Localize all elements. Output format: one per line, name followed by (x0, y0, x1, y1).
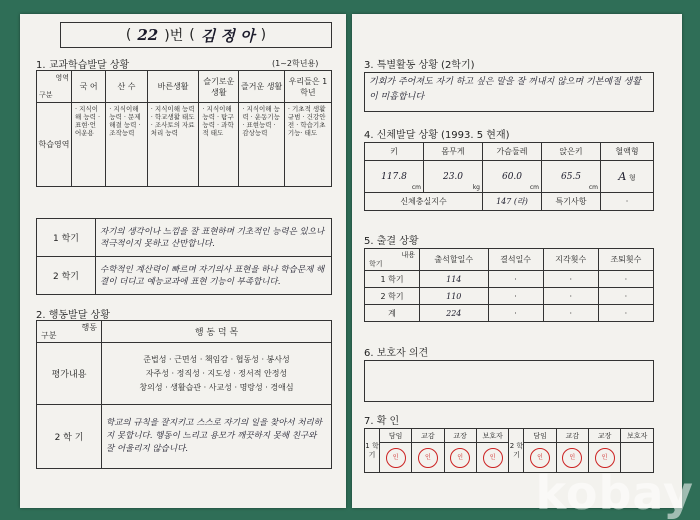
learning-area-label: 학습영역 (37, 103, 72, 187)
attendance-absent: · (488, 288, 543, 305)
attendance-header: 결석일수 (488, 249, 543, 271)
area-cell: · 기초적 생활규범 · 건강안전 · 학습기초 기능· 태도 (284, 103, 331, 187)
evaluation-label: 평가내용 (37, 343, 102, 405)
attendance-early: · (598, 271, 653, 288)
student-name: 김 정 아 (200, 26, 255, 45)
section4-title: 4. 신체발달 상황 (1993. 5 현재) (364, 130, 510, 141)
name-open: ( (189, 27, 195, 43)
table-row (365, 271, 654, 288)
attendance-days: 110 (420, 288, 489, 305)
right-page (352, 14, 682, 508)
area-cell: · 지식이해 능력 · 운동기능 · 표현능력 · 감상능력 (239, 103, 285, 187)
seal-stamp: 인 (530, 448, 550, 468)
corner-bottom: 구분 (39, 91, 53, 99)
confirm-col: 보호자 (621, 429, 654, 443)
subject-header: 즐거운 생활 (239, 71, 285, 103)
student-title (60, 22, 332, 48)
area-cell: · 지식이해 능력 · 학교생활 태도 · 조사토의 자료처리 능력 (147, 103, 199, 187)
body-weight-value: 23.0 (442, 171, 464, 182)
body-header: 키 (365, 143, 424, 161)
attendance-term: 2 학기 (365, 288, 420, 305)
confirm-col: 교장 (588, 429, 620, 443)
seal-stamp: 인 (595, 448, 615, 468)
attendance-early: · (598, 288, 653, 305)
section3-title: 3. 특별활동 상황 (2학기) (364, 60, 475, 71)
table-row (365, 305, 654, 322)
attendance-late: · (543, 288, 598, 305)
area-cell: · 지식이해 능력 · 문제해결 능력 · 조작능력 (106, 103, 147, 187)
seal-stamp: 인 (386, 448, 406, 468)
attendance-absent: · (488, 305, 543, 322)
stamp-cell (412, 443, 444, 473)
behavior-term2-label: 2 학 기 (37, 405, 102, 469)
body-header: 가슴둘레 (483, 143, 542, 161)
behavior-header: 행 동 덕 목 (102, 321, 332, 343)
guardian-opinion-box (364, 360, 654, 402)
title-paren: ( (125, 27, 132, 43)
table-row (365, 288, 654, 305)
attendance-term: 1 학기 (365, 271, 420, 288)
body-table (364, 142, 654, 211)
attendance-term: 계 (365, 305, 420, 322)
term1-comment: 자기의 생각이나 느낌을 잘 표현하며 기초적인 능력은 있으나 적극적이지 못하고 산만합니다. (96, 219, 332, 257)
body-index-label: 신체충실지수 (365, 193, 483, 211)
behavior-corner (37, 321, 102, 343)
seal-stamp: 인 (562, 448, 582, 468)
section2-title: 2. 행동발달 상황 (36, 310, 110, 321)
body-sitting-value: 65.5 (560, 171, 582, 182)
body-header: 혈액형 (601, 143, 654, 161)
attendance-early: · (598, 305, 653, 322)
body-index-value: 147 (라) (483, 193, 542, 211)
behavior-corner-top: 행동 (81, 323, 97, 332)
special-value: · (601, 193, 654, 211)
confirm-col: 교장 (444, 429, 476, 443)
subject-table (36, 70, 332, 187)
body-chest-value: 60.0 (501, 171, 523, 182)
behavior-item: 자주성 · 정직성 · 지도성 · 정서적 안정성 (145, 368, 288, 378)
body-chest-unit: cm (529, 184, 539, 191)
subject-header: 산 수 (106, 71, 147, 103)
attendance-header: 조퇴횟수 (598, 249, 653, 271)
attendance-late: · (543, 271, 598, 288)
section7-title: 7. 확 인 (364, 416, 400, 427)
stamp-cell (476, 443, 509, 473)
body-height-value: 117.8 (381, 171, 407, 182)
behavior-term2-comment: 학교의 규칙을 잘지키고 스스로 자기의 일을 찾아서 처리하지 못합니다. 행동이 느리고 용모가 깨끗하지 못해 친구와 잘 어울리지 않습니다. (102, 405, 332, 469)
confirm-col: 담임 (524, 429, 556, 443)
subject-header: 국 어 (72, 71, 106, 103)
attendance-absent: · (488, 271, 543, 288)
attendance-header: 출석할일수 (420, 249, 489, 271)
confirm-col: 담임 (380, 429, 412, 443)
term2-label: 2 학기 (37, 257, 96, 295)
stamp-cell (444, 443, 476, 473)
behavior-corner-bottom: 구분 (41, 331, 57, 340)
attendance-corner-bottom: 학기 (369, 260, 383, 268)
behavior-table (36, 320, 332, 469)
subject-header: 슬기로운 생활 (199, 71, 239, 103)
confirm-term1-label: 1 학 기 (365, 429, 380, 473)
title-suffix: )번 (164, 28, 184, 44)
body-weight-unit: kg (472, 184, 480, 191)
term-comment-table (36, 218, 332, 295)
confirm-col: 보호자 (476, 429, 509, 443)
section1-title: 1. 교과학습발달 상황 (36, 60, 130, 71)
subject-header: 우리들은 1학년 (284, 71, 331, 103)
behavior-items (102, 343, 332, 405)
term2-comment: 수학적인 계산력이 빠르며 자기의사 표현을 하나 학습문제 해결이 더디고 예능교과에 표현 기능이 부족합니다. (96, 257, 332, 295)
student-number: 22 (137, 26, 159, 44)
left-page (20, 14, 346, 508)
behavior-item: 창의성 · 생활습관 · 사교성 · 명랑성 · 경애심 (139, 382, 294, 392)
special-activity-comment: 기회가 주어져도 자기 하고 싶은 말을 잘 꺼내지 않으며 기본예절 생활이 미흡합니다 (364, 72, 654, 112)
body-header: 몸무게 (424, 143, 483, 161)
confirm-col: 교감 (556, 429, 588, 443)
behavior-item: 준법성 · 근면성 · 책임감 · 협동성 · 봉사성 (143, 354, 290, 364)
body-blood-value: A (618, 170, 627, 183)
section1-note: (1~2학년용) (272, 59, 319, 68)
seal-stamp: 인 (450, 448, 470, 468)
attendance-corner-top: 내용 (401, 251, 415, 259)
body-height-unit: cm (411, 184, 421, 191)
name-close: ) (260, 27, 267, 43)
body-blood-unit: 형 (628, 174, 636, 182)
watermark-logo: kobay (535, 466, 694, 520)
seal-stamp: 인 (418, 448, 438, 468)
confirm-term2-label: 2 학 기 (509, 429, 524, 473)
confirm-col: 교감 (412, 429, 444, 443)
attendance-corner (365, 249, 420, 271)
body-weight-cell (424, 161, 483, 193)
body-chest-cell (483, 161, 542, 193)
body-sitting-cell (542, 161, 601, 193)
attendance-days: 114 (420, 271, 489, 288)
special-label: 특기사항 (542, 193, 601, 211)
seal-stamp: 인 (483, 448, 503, 468)
body-sitting-unit: cm (588, 184, 598, 191)
attendance-table (364, 248, 654, 322)
attendance-days: 224 (420, 305, 489, 322)
subject-corner (37, 71, 72, 103)
section5-title: 5. 출결 상황 (364, 236, 419, 247)
body-height-cell (365, 161, 424, 193)
section6-title: 6. 보호자 의견 (364, 348, 429, 359)
area-cell: · 지식이해 능력 · 탐구능력 · 과학적 태도 (199, 103, 239, 187)
attendance-late: · (543, 305, 598, 322)
body-blood-cell (601, 161, 654, 193)
stamp-cell (380, 443, 412, 473)
attendance-header: 지각횟수 (543, 249, 598, 271)
area-cell: · 지식이해 능력 · 표현·언 어운용 (72, 103, 106, 187)
subject-header: 바른생활 (147, 71, 199, 103)
term1-label: 1 학기 (37, 219, 96, 257)
body-header: 앉은키 (542, 143, 601, 161)
corner-top: 영역 (55, 74, 69, 82)
